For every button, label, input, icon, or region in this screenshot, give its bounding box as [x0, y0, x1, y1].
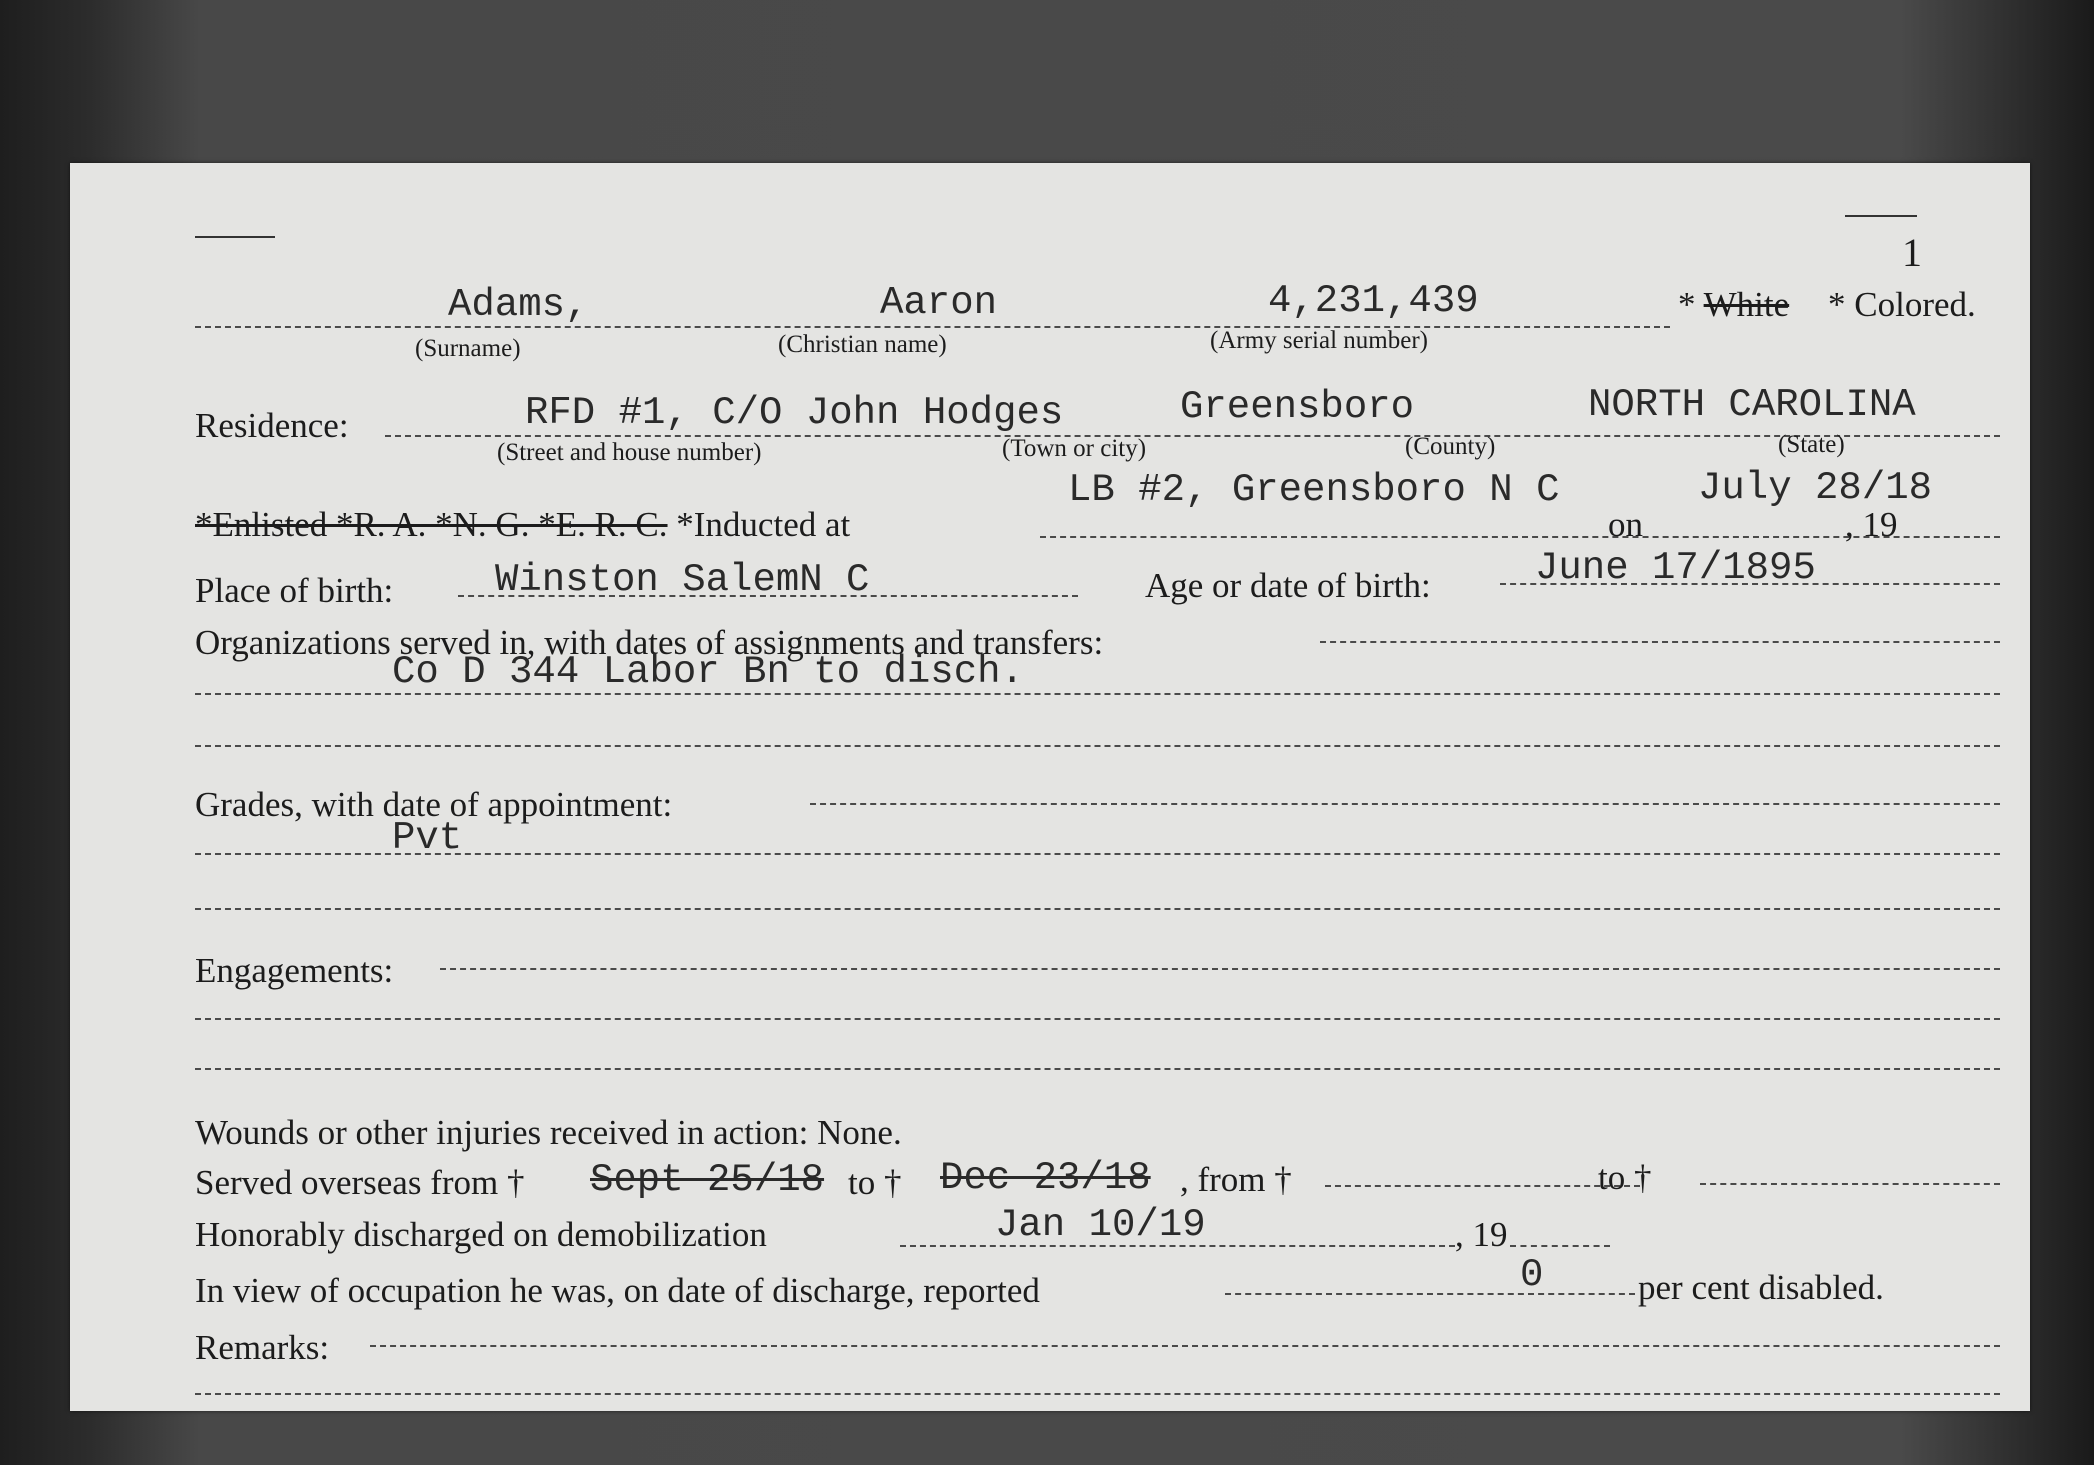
overseas-label — [195, 1163, 524, 1203]
remarks-line-1 — [370, 1345, 2000, 1347]
remarks-line-2 — [195, 1393, 2000, 1395]
grades-label: Grades, with date of appointment: — [195, 785, 673, 824]
card-number-rule — [1845, 215, 1917, 217]
top-left-rule — [195, 236, 275, 238]
christian-name-value: Aaron — [880, 281, 998, 325]
dagger-4: † — [1633, 1158, 1652, 1197]
disability-line — [1225, 1293, 1635, 1295]
place-of-birth-value: Winston SalemN C — [495, 558, 870, 602]
dagger-3: † — [1274, 1160, 1292, 1199]
organizations-label: Organizations served in, with dates of assignments and transfers: — [195, 623, 1104, 662]
from-label-2: , from — [1180, 1160, 1266, 1199]
induction-date-value: July 28/18 — [1698, 466, 1933, 510]
overseas-from2-label — [1180, 1160, 1292, 1200]
dagger-2: † — [883, 1163, 902, 1202]
white-label: White — [1703, 285, 1790, 324]
grades-line-2 — [195, 853, 2000, 855]
organizations-value: Co D 344 Labor Bn to disch. — [392, 650, 1024, 694]
engagements-line-2 — [195, 1018, 2000, 1020]
engagements-line-3 — [195, 1068, 2000, 1070]
discharge-label: Honorably discharged on demobilization — [195, 1215, 767, 1254]
enlistment-struck-text: *Enlisted *R. A. *N. G. *E. R. C. — [195, 505, 668, 544]
discharge-year-label: , 19 — [1455, 1215, 1508, 1254]
overseas-to2-label — [1598, 1158, 1651, 1198]
grades-value: Pvt — [392, 816, 463, 860]
discharge-value: Jan 10/19 — [995, 1203, 1206, 1247]
age-label: Age or date of birth: — [1145, 566, 1431, 605]
induction-on-label: on — [1608, 505, 1643, 544]
state-label: (State) — [1778, 431, 1845, 458]
engagements-label: Engagements: — [195, 951, 394, 990]
christian-name-label: (Christian name) — [778, 331, 947, 358]
race-field — [1678, 285, 1789, 325]
grades-line-3 — [195, 908, 2000, 910]
overseas-to-value: Dec 23/18 — [940, 1156, 1151, 1200]
remarks-label: Remarks: — [195, 1328, 330, 1367]
organizations-line-3 — [195, 745, 2000, 747]
service-card — [70, 163, 2030, 1411]
state-value: NORTH CAROLINA — [1588, 383, 1916, 427]
to-label-2: to — [1598, 1158, 1626, 1197]
to-label-1: to — [848, 1163, 876, 1202]
dagger-1: † — [506, 1163, 525, 1202]
overseas-to-label — [848, 1163, 901, 1203]
card-number: 1 — [1902, 230, 1922, 275]
disability-value: 0 — [1520, 1253, 1544, 1297]
engagements-line-1 — [440, 968, 2000, 970]
inducted-label: *Inducted at — [676, 505, 851, 544]
white-marker: * — [1678, 285, 1704, 324]
serial-number-label: (Army serial number) — [1210, 327, 1428, 354]
town-label: (Town or city) — [1002, 435, 1147, 462]
disability-suffix: per cent disabled. — [1638, 1268, 1884, 1307]
overseas-from-label: Served overseas from — [195, 1163, 499, 1202]
county-label: (County) — [1405, 433, 1496, 460]
grades-line-1 — [810, 803, 2000, 805]
wounds-text: Wounds or other injuries received in action: None. — [195, 1113, 902, 1152]
induction-year-label: , 19 — [1845, 505, 1898, 544]
serial-number-value: 4,231,439 — [1268, 279, 1479, 323]
surname-label: (Surname) — [415, 335, 521, 362]
street-value: RFD #1, C/O John Hodges — [525, 391, 1064, 435]
disability-label: In view of occupation he was, on date of discharge, reported — [195, 1271, 1040, 1310]
overseas-from-value: Sept 25/18 — [590, 1158, 825, 1202]
discharge-year-line — [1510, 1245, 1610, 1247]
town-value: Greensboro — [1180, 385, 1415, 429]
induction-place-value: LB #2, Greensboro N C — [1068, 468, 1560, 512]
organizations-line-1 — [1320, 641, 2000, 643]
residence-line — [385, 435, 2000, 437]
street-label: (Street and house number) — [497, 439, 762, 466]
overseas-from2-line — [1325, 1185, 1640, 1187]
place-of-birth-label: Place of birth: — [195, 571, 394, 610]
residence-label: Residence: — [195, 406, 349, 445]
overseas-to2-line — [1700, 1183, 2000, 1185]
colored-label: * Colored. — [1828, 285, 1976, 324]
surname-value: Adams, — [448, 283, 589, 327]
name-line — [195, 326, 1670, 328]
enlistment-options — [195, 505, 850, 545]
age-value: June 17/1895 — [1535, 546, 1816, 590]
